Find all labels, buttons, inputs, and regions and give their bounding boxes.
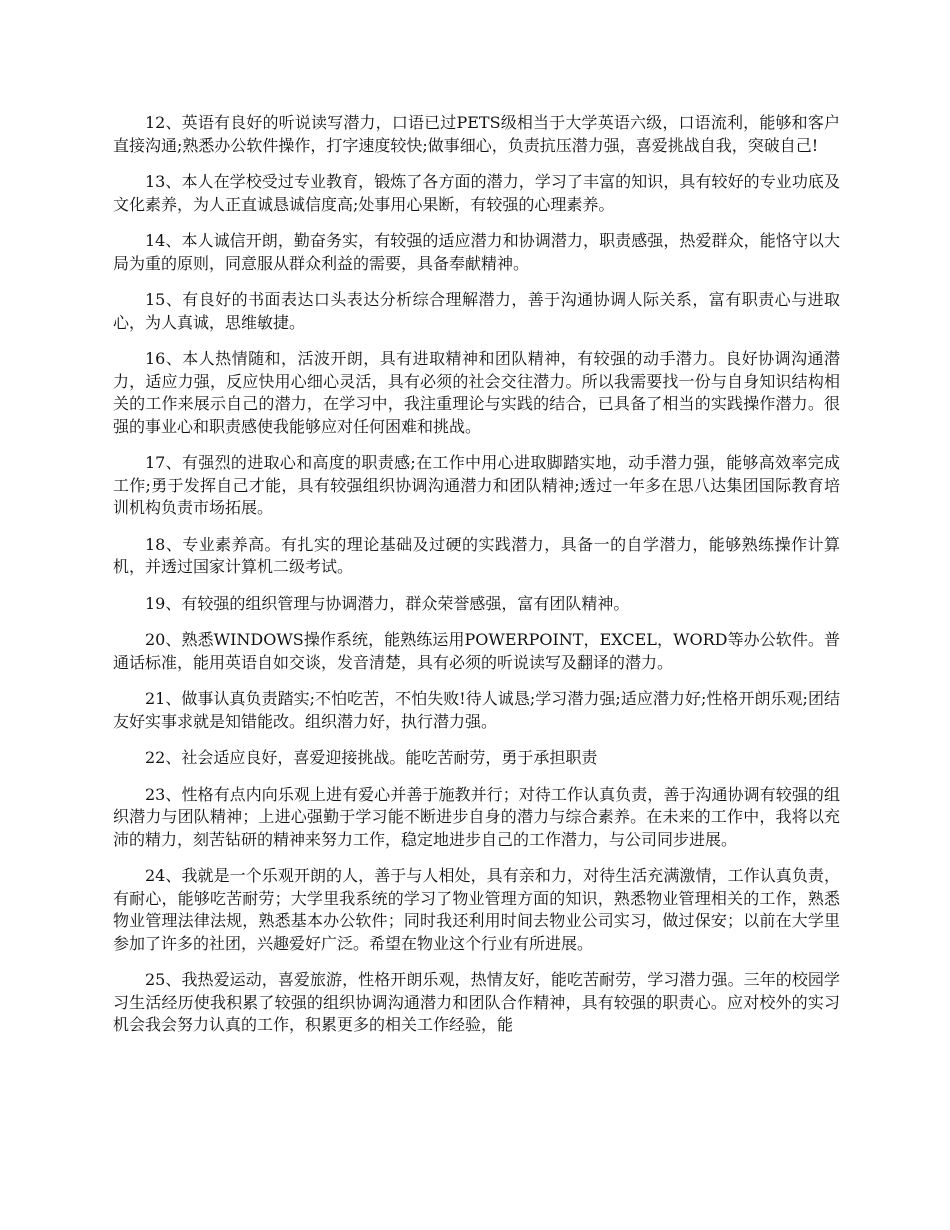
document-page [113,112,840,1051]
paragraph-14: 14、本人诚信开朗，勤奋务实，有较强的适应潜力和协调潜力，职责感强，热爱群众，能恪守以大局为重的原则，同意服从群众利益的需要，具备奉献精神。 [113,231,840,273]
paragraph-20: 20、熟悉WINDOWS操作系统，能熟练运用POWERPOINT，EXCEL，WORD等办公软件。普通话标准，能用英语自如交谈，发音清楚，具有必须的听说读写及翻译的潜力。 [113,630,840,672]
paragraph-12: 12、英语有良好的听说读写潜力，口语已过PETS级相当于大学英语六级，口语流利，能够和客户直接沟通;熟悉办公软件操作，打字速度较快;做事细心，负责抗压潜力强，喜爱挑战自我，突破自己! [113,113,840,155]
paragraph-24: 24、我就是一个乐观开朗的人，善于与人相处，具有亲和力，对待生活充满激情，工作认真负责，有耐心，能够吃苦耐劳；大学里我系统的学习了物业管理方面的知识，熟悉物业管理相关的工作，熟悉物业管理法律法规，熟悉基本办公软件；同时我还利用时间去物业公司实习，做过保安；以前在大学里参加了许多的社团，兴趣爱好广泛。希望在物业这个行业有所进展。 [113,866,840,953]
paragraph-13: 13、本人在学校受过专业教育，锻炼了各方面的潜力，学习了丰富的知识，具有较好的专业功底及文化素养，为人正直诚恳诚信度高;处事用心果断，有较强的心理素养。 [113,172,840,214]
paragraph-22: 22、社会适应良好，喜爱迎接挑战。能吃苦耐劳，勇于承担职责 [145,748,598,767]
paragraph-16: 16、本人热情随和，活波开朗，具有进取精神和团队精神，有较强的动手潜力。良好协调沟通潜力，适应力强，反应快用心细心灵活，具有必须的社会交往潜力。所以我需要找一份与自身知识结构相关的工作来展示自己的潜力，在学习中，我注重理论与实践的结合，已具备了相当的实践操作潜力。很强的事业心和职责感使我能够应对任何困难和挑战。 [113,349,840,436]
paragraph-21: 21、做事认真负责踏实;不怕吃苦，不怕失败!待人诚恳;学习潜力强;适应潜力好;性格开朗乐观;团结友好实事求就是知错能改。组织潜力好，执行潜力强。 [113,689,840,731]
paragraph-15: 15、有良好的书面表达口头表达分析综合理解潜力，善于沟通协调人际关系，富有职责心与进取心，为人真诚，思维敏捷。 [113,290,840,332]
paragraph-25: 25、我热爱运动，喜爱旅游，性格开朗乐观，热情友好，能吃苦耐劳，学习潜力强。三年的校园学习生活经历使我积累了较强的组织协调沟通潜力和团队合作精神，具有较强的职责心。应对校外的实习机会我会努力认真的工作，积累更多的相关工作经验，能 [113,970,840,1034]
paragraph-17: 17、有强烈的进取心和高度的职责感;在工作中用心进取脚踏实地，动手潜力强，能够高效率完成工作;勇于发挥自己才能，具有较强组织协调沟通潜力和团队精神;透过一年多在思八达集团国际教育培训机构负责市场拓展。 [113,453,840,517]
paragraph-23: 23、性格有点内向乐观上进有爱心并善于施教并行；对待工作认真负责，善于沟通协调有较强的组织潜力与团队精神；上进心强勤于学习能不断进步自身的潜力与综合素养。在未来的工作中，我将以充沛的精力，刻苦钻研的精神来努力工作，稳定地进步自己的工作潜力，与公司同步进展。 [113,784,840,849]
paragraph-19: 19、有较强的组织管理与协调潜力，群众荣誉感强，富有团队精神。 [145,593,630,613]
paragraph-18: 18、专业素养高。有扎实的理论基础及过硬的实践潜力，具备一的自学潜力，能够熟练操作计算机，并透过国家计算机二级考试。 [113,534,840,576]
